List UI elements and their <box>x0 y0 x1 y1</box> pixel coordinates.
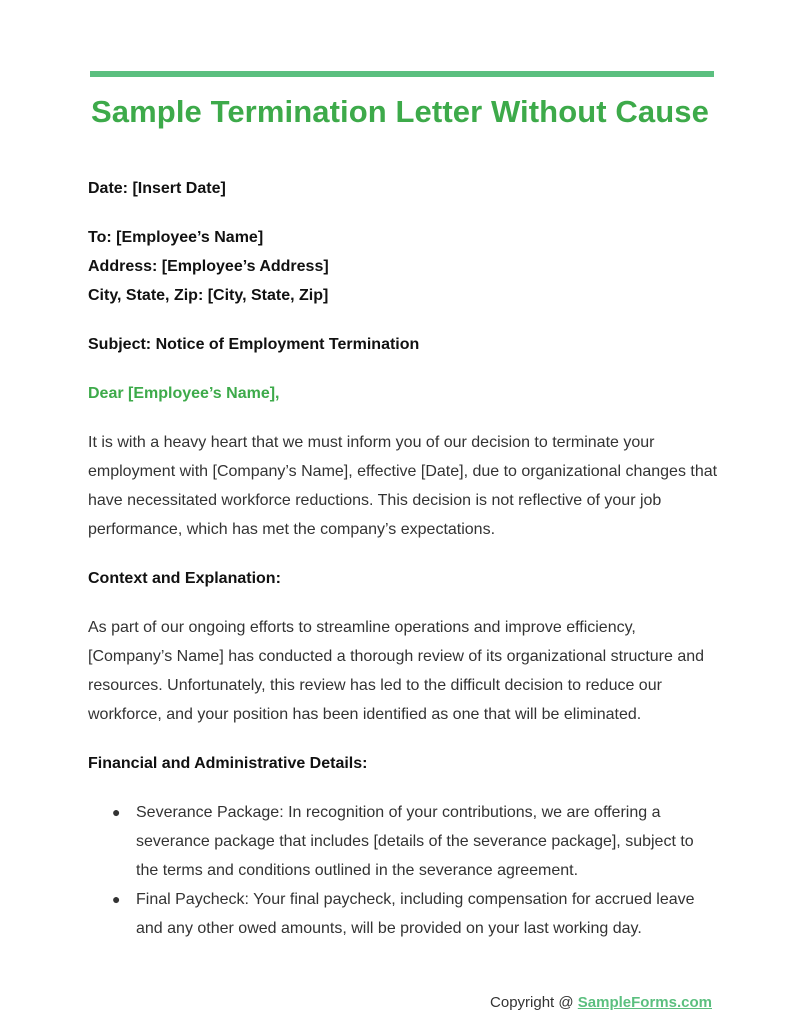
list-item <box>88 798 718 885</box>
list-item <box>88 885 718 943</box>
list-item-text: Severance Package: In recognition of your contributions, we are offering a severance package that includes [details of the severance package], subject to the terms and conditions outlined in the severance agreement. <box>136 804 694 879</box>
context-paragraph: As part of our ongoing efforts to streamline operations and improve efficiency, [Company’s Name] has conducted a thorough review of its organizational structure and resources. Unfortunately, this review has led to the difficult decision to reduce our workforce, and your position has been identified as one that will be eliminated. <box>88 619 705 723</box>
greeting: Dear [Employee’s Name], <box>88 385 280 402</box>
subject-line: Subject: Notice of Employment Termination <box>88 336 420 353</box>
financial-list <box>88 798 718 943</box>
recipient-address: Address: [Employee’s Address] <box>88 258 329 275</box>
context-heading: Context and Explanation: <box>88 570 281 587</box>
recipient-name: To: [Employee’s Name] <box>88 229 264 246</box>
copyright-prefix: Copyright @ <box>490 994 578 1011</box>
financial-heading: Financial and Administrative Details: <box>88 755 368 772</box>
recipient-block <box>88 223 718 310</box>
bullet-icon: ● <box>112 804 121 820</box>
document-title: Sample Termination Letter Without Cause <box>91 94 709 129</box>
intro-paragraph: It is with a heavy heart that we must inform you of our decision to terminate your employment with [Company’s Name], effective [Date], due to organizational changes that have necessitated workforce reductions. This decision is not reflective of your job performance, which has met the company’s expectations. <box>88 434 718 538</box>
copyright-footer <box>490 994 712 1011</box>
recipient-city: City, State, Zip: [City, State, Zip] <box>88 287 329 304</box>
brand-link[interactable]: SampleForms.com <box>577 994 712 1011</box>
date-line: Date: [Insert Date] <box>88 180 226 197</box>
bullet-icon: ● <box>112 891 121 907</box>
letter-body <box>88 174 718 943</box>
list-item-text: Final Paycheck: Your final paycheck, including compensation for accrued leave and any other owed amounts, will be provided on your last working day. <box>136 891 695 937</box>
top-divider <box>90 71 714 77</box>
